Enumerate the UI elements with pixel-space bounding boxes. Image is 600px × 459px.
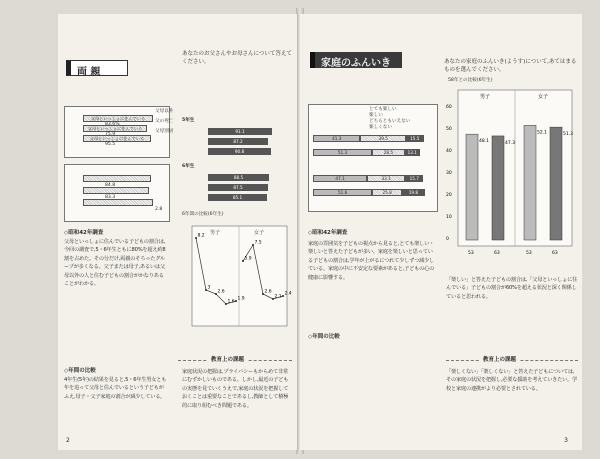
female-label: 2.6: [264, 289, 272, 295]
left-section-1: ◇昭和42年調査: [64, 230, 104, 236]
left-page: [58, 14, 298, 450]
bar-y-tick: 30: [446, 171, 452, 176]
bar-y-tick: 50: [446, 127, 452, 132]
bar-chart-label: 47.3: [505, 140, 516, 146]
atmosphere-bar-segment: 15.5: [406, 135, 424, 142]
atmosphere-bar-segment: 19.8: [402, 189, 425, 196]
female-label: 5.9: [244, 256, 252, 262]
fig1-value-3: 95.5: [105, 142, 116, 147]
g6-bar-2: 87.5: [208, 184, 268, 191]
g6-bar-3: 85.1: [208, 194, 267, 201]
fig-side-1: とても楽しい: [369, 107, 397, 112]
family-figure-1: [64, 106, 174, 158]
fig1-value-1: 83.6%: [105, 122, 120, 127]
fig-side-2: 楽しい: [369, 113, 383, 118]
line-legend-female: 女子: [254, 230, 265, 236]
bar-y-tick: 40: [446, 149, 452, 154]
bar-chart-bar: [550, 127, 562, 240]
atmosphere-bar-segment: 51.3: [313, 149, 372, 156]
bar-y-tick: 20: [446, 193, 452, 198]
female-label: 2.4: [284, 291, 292, 297]
atmosphere-figure: [308, 104, 438, 212]
atmosphere-bar-segment: 51.6: [313, 189, 372, 196]
atmosphere-bar-segment: 13.1: [405, 149, 420, 156]
right-page: [300, 14, 582, 450]
left-page-title: 両 親: [66, 60, 128, 76]
atmosphere-bar-segment: 15.7: [405, 175, 423, 182]
male-label: 3: [207, 285, 211, 291]
male-label: 2.6: [217, 289, 225, 295]
fig1-bar-1: 父母といっしょに住んでいる: [83, 115, 153, 122]
bar-group-female: 女子: [538, 94, 549, 100]
right-section-2: ◇年間の比較: [308, 334, 340, 340]
fig2-value-2: 83.3: [105, 195, 116, 200]
bar-y-tick: 60: [446, 105, 452, 110]
bar-chart-title: 58年との比較(6年生): [448, 78, 493, 83]
right-page-number: 3: [564, 437, 568, 444]
right-box-title: 教育上の課題: [480, 355, 519, 363]
bar-chart-label: 51.3: [563, 132, 574, 138]
right-paragraph: 家庭の雰囲気を子どもの視点から見ると,とても楽しい・楽しいと答えた子どもが多い。家庭を楽しいと思っている子どもの割合は,学年が上がるにつれて少しずつ減少している。家庭の中に不安定な要素があると,子どもの心の健康に影響する。: [308, 241, 435, 281]
male-label: 1.6: [227, 299, 235, 305]
bar-chart-bar: [524, 125, 536, 240]
right-box-text: 「楽しくない」「楽しくない」と答えた子どもについては,その家庭の状況を把握し,必要な援助を考えていきたい。学校と家庭の連携がより必要とされている。: [446, 369, 578, 392]
male-label: 8.2: [197, 233, 205, 239]
atmosphere-bar-segment: 41.3: [313, 135, 360, 142]
atmosphere-bar-segment: 25.8: [372, 189, 402, 196]
bar-chart-xlabel: 63: [552, 251, 558, 256]
fig-side-3: どちらともいえない: [369, 119, 411, 124]
family-figure-2: [64, 164, 170, 222]
atmosphere-bar-segment: 39.5: [360, 135, 405, 142]
bar-chart: [444, 86, 576, 266]
line-legend-male: 男子: [210, 230, 221, 236]
right-note: 「楽しい」と答えた子どもの割合は,「父母といっしょに住んでいる」子どもの割合が60%を超える状況と深く関係していると思われる。: [446, 277, 578, 300]
fig2-value-3: 2.8: [155, 207, 163, 212]
fig2-bar-3: [83, 199, 153, 206]
left-paragraph-2: 4年生(5年)の結果を見ると,5・6年生男女とも年を追って父母と住んでいるという子どもがふえ,母子・父子家庭の割合が減少している。: [64, 377, 167, 400]
right-page-title: 家庭のふんいき: [310, 52, 402, 68]
fig1-side-2: 父の死亡: [155, 119, 174, 124]
fig1-side-3: 父母別居: [155, 129, 174, 134]
left-section-2: ◇年間の比較: [64, 368, 96, 374]
bar-y-tick: 0: [446, 237, 449, 242]
line-chart-title: 6年間の比較(6年生): [182, 212, 224, 217]
fig2-bar-2: [83, 187, 149, 194]
right-question: あなたの家庭のふんいき(ようす)について,あてはまるものを選んでください。: [444, 59, 577, 73]
bar-group-male: 男子: [480, 94, 491, 100]
chart-title-5th: 5年生: [182, 118, 195, 123]
fig2-value-1: 84.8: [105, 183, 116, 188]
bar-y-tick: 10: [446, 215, 452, 220]
fig1-side-1: 父母以外: [155, 109, 174, 114]
atmosphere-bar-segment: 47.1: [313, 175, 367, 182]
g5-bar-2: 87.2: [208, 138, 268, 145]
left-box-title: 教育上の課題: [208, 355, 247, 363]
fig-side-4: 楽しくない: [369, 125, 392, 130]
chart-title-6th: 6年生: [182, 164, 195, 169]
bar-chart-label: 52.1: [537, 130, 548, 136]
line-chart: [182, 220, 292, 340]
left-box-text: 家庭状況の把握は,プライバシーもからめて非常にむずかしいものである。しかし,最近の子どもの実態を見ていくうえで,家庭の状況を把握しておくことは重要なことであるし,教師として積極的に取り組むべき問題である。: [182, 369, 289, 409]
bar-chart-xlabel: 53: [526, 251, 532, 256]
bar-chart-xlabel: 63: [494, 251, 500, 256]
bar-chart-label: 48.1: [479, 139, 490, 145]
fig1-value-2: 75.9: [105, 132, 116, 137]
g5-bar-1: 91.1: [208, 128, 272, 135]
male-label: 1.9: [237, 296, 245, 302]
left-page-number: 2: [66, 437, 70, 444]
fig1-bar-3: 父母といっしょに住んでいる: [83, 135, 151, 142]
left-paragraph-1: 父母といっしょに住んでいる子どもの割合は,今回の調査で,5・6年生ともに80%を超え約8割を占めた。その分だけ,両親のそろったグループが多くなる。父子または母子,あるいは父母以外の人と住む子どもの割合がかなりあることがわかる。: [64, 239, 166, 288]
left-question: あなたのお父さんやお母さんについて答えてください。: [182, 51, 292, 65]
atmosphere-bar-segment: 28.5: [372, 149, 405, 156]
g6-bar-1: 88.5: [208, 174, 269, 181]
g5-bar-3: 90.8: [208, 148, 271, 155]
fig2-bar-1: [83, 175, 151, 182]
fig1-bar-2: 父母といっしょに住んでいる: [83, 125, 147, 132]
female-label: 2.1: [274, 294, 282, 300]
bar-chart-xlabel: 53: [468, 251, 474, 256]
atmosphere-bar-segment: 33.1: [367, 175, 405, 182]
bar-chart-bar: [492, 136, 504, 240]
female-label: 7.5: [254, 240, 262, 246]
right-section-1: ◇昭和42年調査: [308, 230, 348, 236]
bar-chart-bar: [466, 134, 478, 240]
